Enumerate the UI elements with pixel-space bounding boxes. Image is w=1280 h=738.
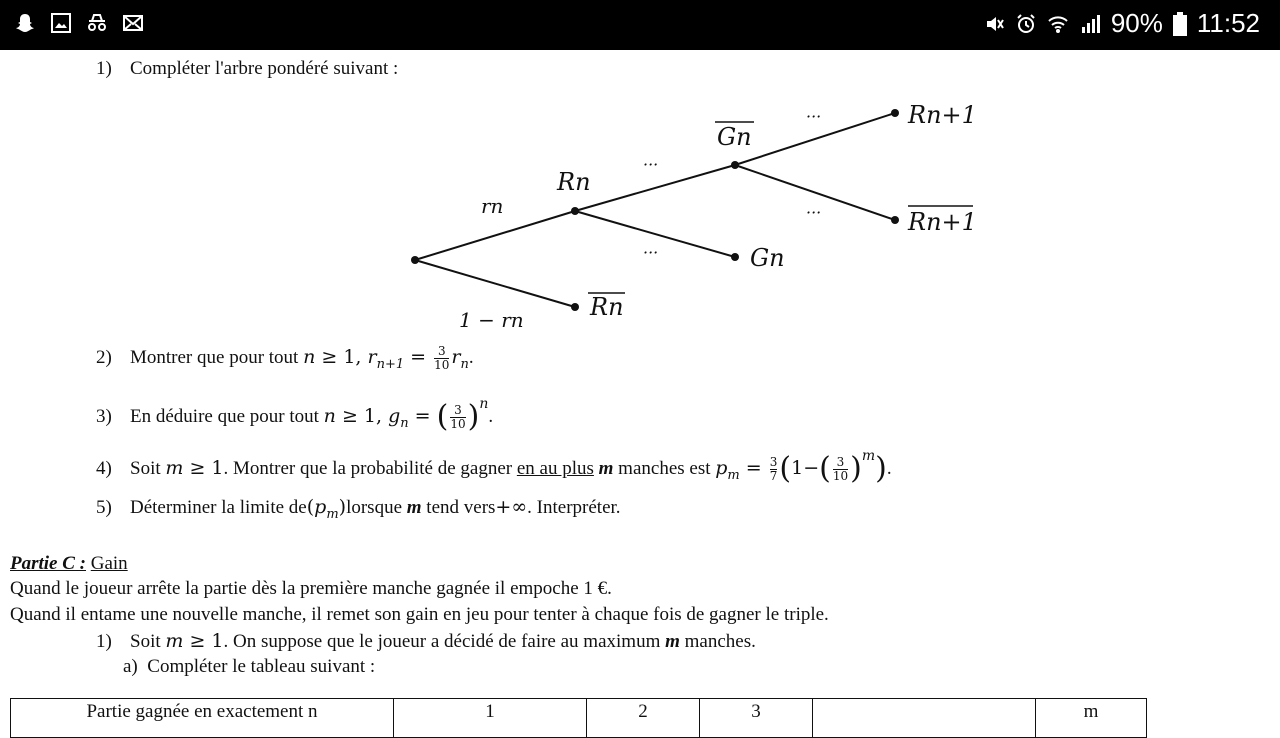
probability-tree <box>0 50 1280 340</box>
node-Rnbar <box>571 303 579 311</box>
document-page <box>0 50 1280 720</box>
wifi-icon <box>1047 13 1069 35</box>
edge-root-Rnbar <box>415 260 575 307</box>
label-Rn: Rn <box>557 168 591 196</box>
table-row <box>11 699 1147 738</box>
gain-table <box>10 698 1147 738</box>
table-cell <box>813 699 1036 738</box>
table-cell: m <box>1036 699 1147 738</box>
partC-question-1: 1) Soit m ≥ 1. On suppose que le joueur a décidé de faire au maximum m manches. <box>96 630 756 652</box>
dots-Gnbar-Rn1bar: ··· <box>806 203 822 222</box>
partC-para1: Quand le joueur arrête la partie dès la première manche gagnée il empoche 1 €. <box>10 578 612 599</box>
table-cell: 1 <box>394 699 587 738</box>
label-Rn1bar: Rn+1 <box>908 208 977 236</box>
alarm-icon <box>1015 13 1037 35</box>
table-cell: 2 <box>587 699 700 738</box>
battery-icon <box>1173 12 1187 36</box>
dots-Rn-Gnbar: ··· <box>643 155 659 174</box>
gallery-icon <box>50 12 72 34</box>
table-header-cell: Partie gagnée en exactement n <box>11 699 394 738</box>
partC-question-1a: a) Compléter le tableau suivant : <box>123 656 376 677</box>
status-right <box>983 8 1260 39</box>
signal-icon <box>1079 13 1101 35</box>
partC-para2: Quand il entame une nouvelle manche, il remet son gain en jeu pour tenter à chaque fois de gagner le triple. <box>10 604 829 625</box>
label-Gnbar: Gn <box>717 123 752 151</box>
dots-Rn-Gn: ··· <box>643 243 659 262</box>
label-one-minus-rn: 1 − rn <box>459 308 524 332</box>
question-1: 1) Compléter l'arbre pondéré suivant : <box>96 58 399 79</box>
question-3: 3) En déduire que pour tout n ≥ 1, $g_n$ = ( $\frac{3}{10}$ )$^n$. <box>96 396 494 434</box>
label-rn: rn <box>481 194 504 218</box>
status-left-icons <box>14 12 144 34</box>
node-Rn1 <box>891 109 899 117</box>
question-4: 4) Soit m ≥ 1. Montrer que la probabilité de gagner en au plus m manches est $p_m$ = $\frac{3}{7}$ (1−( $\frac{3}{10}$ )$^m$). <box>96 448 892 486</box>
clock: 11:52 <box>1196 8 1260 38</box>
label-Rnbar: Rn <box>590 293 624 321</box>
node-Gnbar <box>731 161 739 169</box>
node-root <box>411 256 419 264</box>
node-Rn1bar <box>891 216 899 224</box>
table-cell: 3 <box>700 699 813 738</box>
edge-root-Rn <box>415 211 575 260</box>
question-5: 5) Déterminer la limite $de(p_m)lorsque$ m tend vers+∞. Interpréter. <box>96 496 621 522</box>
snapchat-icon <box>14 12 36 34</box>
partC-heading: Partie C : Gain <box>10 553 128 574</box>
incognito-icon <box>86 12 108 34</box>
label-Rn1: Rn+1 <box>908 101 977 129</box>
status-bar <box>0 0 1280 50</box>
dots-Gnbar-Rn1: ··· <box>806 107 822 126</box>
battery-percent: 90% <box>1110 8 1163 38</box>
mail-icon <box>122 12 144 34</box>
label-Gn: Gn <box>750 244 785 272</box>
node-Rn <box>571 207 579 215</box>
mute-icon <box>983 13 1005 35</box>
question-2: 2) Montrer que pour tout n ≥ 1, $r_{n+1}$ = $\frac{3}{10}$ $r_n$. <box>96 344 474 372</box>
node-Gn <box>731 253 739 261</box>
